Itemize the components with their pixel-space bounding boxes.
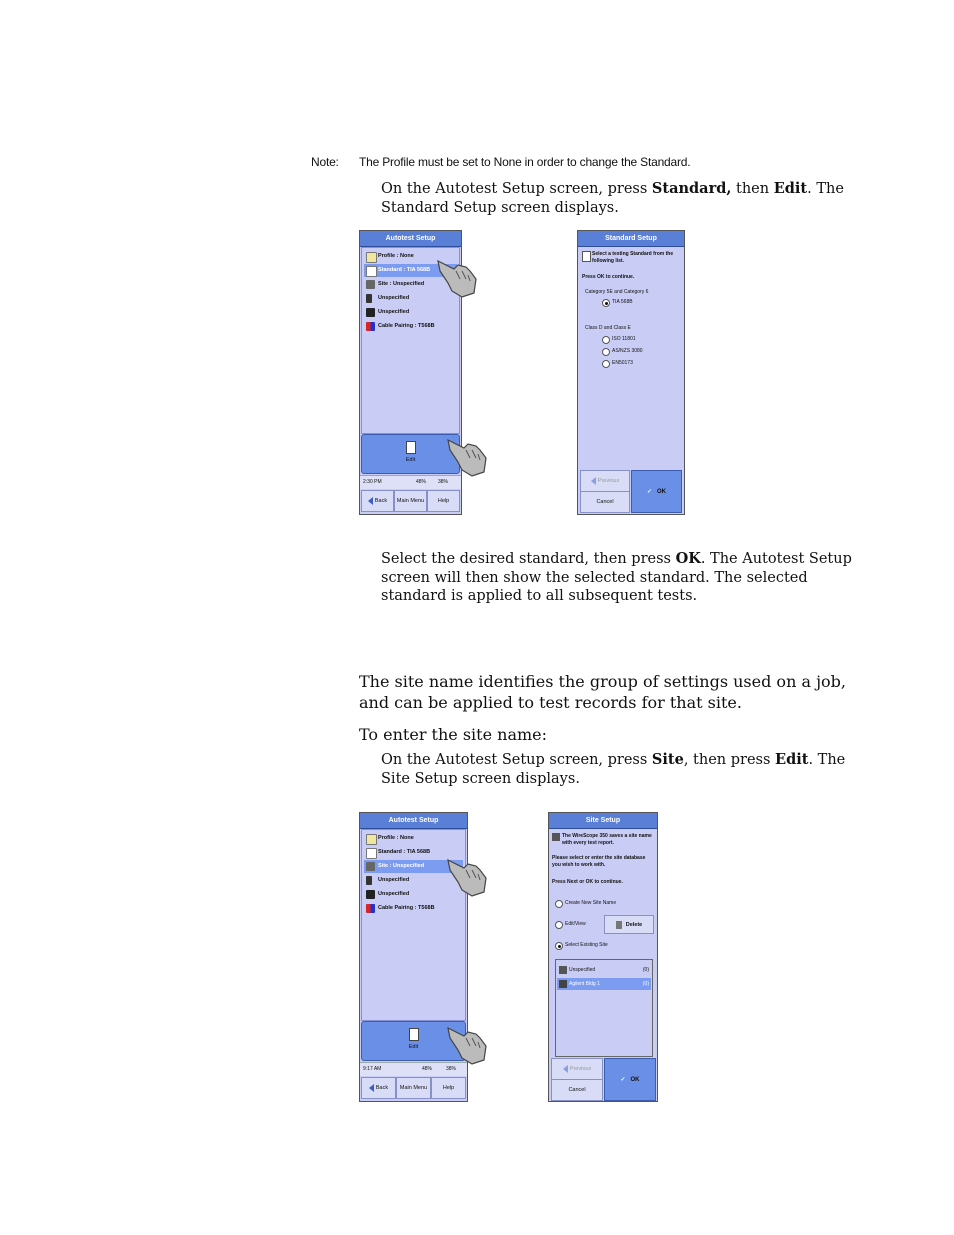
trash-icon — [616, 921, 622, 929]
list-item-unspecified-2[interactable]: Unspecified — [364, 306, 457, 319]
previous-button[interactable]: Previous — [580, 470, 630, 492]
building-icon — [559, 966, 567, 974]
radio-en50173[interactable] — [602, 360, 610, 368]
step-site-edit: On the Autotest Setup screen, press Site, then press Edit. The Site Setup screen displays. — [381, 751, 846, 787]
cable-icon — [366, 308, 375, 317]
clock-text: 2:30 PM — [363, 479, 382, 485]
list-item-standard[interactable]: Standard : TIA 568B — [364, 264, 457, 277]
screen-title: Autotest Setup — [360, 813, 467, 829]
list-item-site[interactable]: Site : Unspecified — [364, 278, 457, 291]
pointing-hand-icon — [446, 856, 490, 898]
screen-title: Autotest Setup — [360, 231, 461, 247]
option-en50173: EN50173 — [612, 360, 633, 366]
list-item-profile[interactable]: Profile : None — [364, 832, 463, 845]
help-button[interactable]: Help — [431, 1077, 466, 1099]
list-item-cable-pairing[interactable]: Cable Pairing : T568B — [364, 320, 457, 333]
standard-setup-screen — [577, 230, 685, 515]
option-iso11801: ISO 11801 — [612, 336, 636, 342]
main-menu-button[interactable]: Main Menu — [396, 1077, 431, 1099]
back-arrow-icon — [369, 1084, 374, 1092]
profile-icon — [366, 834, 377, 845]
document-icon — [366, 848, 377, 859]
list-item-unspecified-2[interactable]: Unspecified — [364, 888, 463, 901]
edit-view-label: Edit/View — [565, 921, 586, 927]
pairing-icon — [366, 322, 375, 331]
list-item-site[interactable]: Site : Unspecified — [364, 860, 463, 873]
pointing-hand-icon — [446, 436, 490, 478]
note-label: Note: — [311, 155, 339, 169]
memory-text: 38% — [438, 479, 449, 485]
clock-text: 9:17 AM — [363, 1066, 382, 1072]
list-item-standard[interactable]: Standard : TIA 568B — [364, 846, 463, 859]
connector-icon — [366, 876, 372, 885]
cancel-button[interactable]: Cancel — [580, 491, 630, 513]
check-icon: ✓ — [646, 489, 653, 495]
previous-arrow-icon — [563, 1065, 568, 1073]
edit-icon — [409, 1028, 419, 1041]
step-select-standard: Select the desired standard, then press OK. The Autotest Setup screen will then show the selected standard. The selected standard is applied to all subsequent tests. — [381, 550, 852, 604]
connector-icon — [366, 294, 372, 303]
cable-icon — [366, 890, 375, 899]
edit-button[interactable]: Edit — [361, 434, 460, 474]
battery-text: 48% — [416, 479, 427, 485]
intro-text: Select a testing Standard from the following list. — [592, 251, 674, 264]
main-menu-button[interactable]: Main Menu — [394, 490, 427, 512]
site-list-item-selected[interactable]: Agilent Bldg 1 (0) — [557, 978, 651, 990]
ok-button[interactable]: ✓ OK — [604, 1058, 656, 1101]
enter-site-name-paragraph: To enter the site name: — [359, 725, 548, 744]
radio-tia568b[interactable] — [602, 299, 610, 307]
option-tia568b: TIA 568B — [612, 299, 633, 305]
select-existing-label: Select Existing Site — [565, 942, 608, 948]
list-item-cable-pairing[interactable]: Cable Pairing : T568B — [364, 902, 463, 915]
list-item-unspecified-1[interactable]: Unspecified — [364, 292, 457, 305]
press-next-text: Press Next or OK to continue. — [552, 879, 623, 885]
previous-arrow-icon — [591, 477, 596, 485]
pointing-hand-icon — [446, 1024, 490, 1066]
pointing-hand-icon — [436, 257, 480, 299]
list-item-profile[interactable]: Profile : None — [364, 250, 457, 263]
help-button[interactable]: Help — [427, 490, 460, 512]
group-cat5e-cat6: Category 5E and Category 6 — [585, 289, 649, 295]
edit-button[interactable]: Edit — [361, 1021, 466, 1061]
site-list-item[interactable]: Unspecified (0) — [557, 964, 651, 976]
cancel-button[interactable]: Cancel — [551, 1079, 603, 1101]
building-icon — [366, 862, 375, 871]
building-icon — [559, 980, 567, 988]
back-button[interactable]: Back — [361, 490, 394, 512]
back-arrow-icon — [368, 497, 373, 505]
radio-iso11801[interactable] — [602, 336, 610, 344]
option-asnzs3080: AS/NZS 3080 — [612, 348, 643, 354]
memory-text: 38% — [446, 1066, 457, 1072]
site-list — [555, 959, 653, 1057]
building-icon — [552, 833, 560, 841]
intro-text: The WireScope 350 saves a site name with every test report. — [562, 833, 652, 846]
document-icon — [366, 266, 377, 277]
document-icon — [582, 251, 591, 262]
building-icon — [366, 280, 375, 289]
screen-title: Site Setup — [549, 813, 657, 829]
profile-icon — [366, 252, 377, 263]
site-name-paragraph: The site name identifies the group of settings used on a job, and can be applied to test records for that site. — [359, 672, 846, 712]
press-ok-text: Press OK to continue. — [582, 274, 635, 280]
radio-create-new-site[interactable] — [555, 900, 563, 908]
instructions-text: Please select or enter the site database you wish to work with. — [552, 855, 646, 868]
battery-text: 48% — [422, 1066, 433, 1072]
check-icon: ✓ — [620, 1077, 626, 1083]
pairing-icon — [366, 904, 375, 913]
note-text: The Profile must be set to None in order to change the Standard. — [359, 155, 691, 169]
site-setup-screen — [548, 812, 658, 1102]
radio-select-existing[interactable] — [555, 942, 563, 950]
previous-button[interactable]: Previous — [551, 1058, 603, 1080]
step-standard-edit: On the Autotest Setup screen, press Standard, then Edit. The Standard Setup screen displays. — [381, 180, 844, 216]
back-button[interactable]: Back — [361, 1077, 396, 1099]
radio-edit-view[interactable] — [555, 921, 563, 929]
group-class-d-e: Class D and Class E — [585, 325, 631, 331]
ok-button[interactable]: ✓ OK — [631, 470, 682, 513]
radio-asnzs3080[interactable] — [602, 348, 610, 356]
edit-icon — [406, 441, 416, 454]
screen-title: Standard Setup — [578, 231, 684, 247]
create-new-site-label: Create New Site Name — [565, 900, 617, 906]
delete-button[interactable]: Delete — [604, 915, 654, 934]
list-item-unspecified-1[interactable]: Unspecified — [364, 874, 463, 887]
